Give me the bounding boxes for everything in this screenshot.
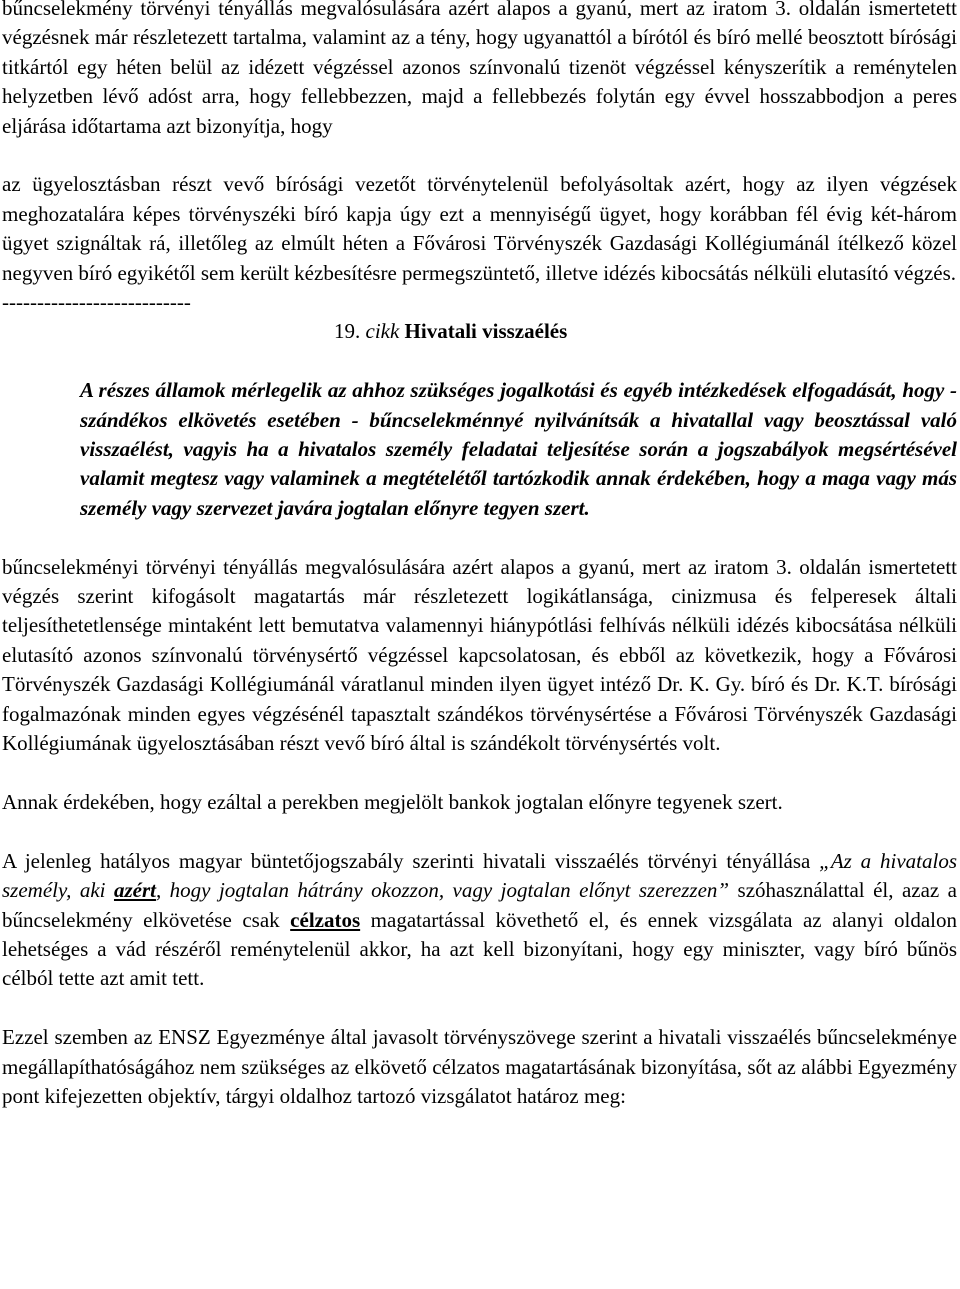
article-number: 19. [334, 319, 361, 344]
paragraph-1: bűncselekmény törvényi tényállás megvalósulására azért alapos a gyanú, mert az iratom 3. oldalán ismertetett végzésnek már részletezett tartalma, valamint az a tény, hogy ugyanattól a bírótól és bíró mellé beosztott bírósági titkártól egy héten belül az idézett végzéssel azonos színvonalú tizenöt végzéssel kényszerítik a reménytelen helyzetben lévő adóst arra, hogy fellebbezzen, majd a fellebbezés folytán egy évvel hosszabbodjon a peres eljárása időtartama azt bizonyítja, hogy [2, 0, 957, 138]
paragraph-5-quote-end: , hogy jogtalan hátrány okozzon, vagy jogtalan előnyt szerezzen” [155, 878, 730, 903]
article-quote [80, 376, 957, 523]
emphasis-celzatos: célzatos [290, 907, 361, 932]
article-title: Hivatali visszaélés [404, 319, 568, 344]
article-word: cikk [365, 319, 400, 344]
paragraph-5-part-a: A jelenleg hatályos magyar büntetőjogszabály szerinti hivatali visszaélés törvényi tényállása [2, 848, 820, 873]
paragraph-6: Ezzel szemben az ENSZ Egyezménye által javasolt törvényszövege szerint a hivatali visszaélés bűncselekménye megállapíthatóságához nem szükséges az elkövető célzatos magatartásának bizonyítása, sőt az alábbi Egyezmény pont kifejezetten objektív, tárgyi oldalhoz tartozó vizsgálatot határoz meg: [2, 1025, 957, 1108]
document-page [2, 0, 957, 1111]
paragraph-5-quote-start: „Az a hivatalos személy, aki [2, 848, 957, 903]
article-heading [2, 317, 957, 346]
paragraph-5 [2, 847, 957, 994]
separator-line: --------------------------- [2, 290, 191, 315]
paragraph-3: bűncselekményi törvényi tényállás megvalósulására azért alapos a gyanú, mert az iratom 3. oldalán ismertetett végzés szerint kifogásolt magatartás már részletezett logikátlansága, cinizmusa és felperesek általi teljesíthetetlensége mintaként lett bemutatva valamennyi hiánypótlási felhívás nélküli idézés kibocsátása nélküli elutasító azonos színvonalú törvénysértő végzéssel kapcsolatosan, és ebből az következik, hogy a Fővárosi Törvényszék Gazdasági Kollégiumánál váratlanul minden ilyen ügyet intéző Dr. K. Gy. bíró és Dr. K.T. bírósági fogalmazónak minden egyes végzésénél tapasztalt szándékos törvénysértése a Fővárosi Törvényszék Gazdasági Kollégiumának ügyelosztásában részt vevő bíró által is szándékolt törvénysértés volt. [2, 554, 957, 756]
paragraph-2: az ügyelosztásban részt vevő bírósági vezetőt törvénytelenül befolyásoltak azért, hogy az ilyen végzések meghozatalára képes törvényszéki bíró kapja úgy ezt a mennyiségű ügyet, hogy korábban fél évig két-három ügyet szignáltak rá, illetőleg az elmúlt héten a Fővárosi Törvényszék Gazdasági Kollégiumánál ítélkező közel negyven bíró egyikétől sem került kézbesítésre permegszüntető, illetve idézés kibocsátás nélküli elutasító végzés. [2, 172, 957, 285]
paragraph-5-part-e: szóhasználattal él, azaz a bűncselekmény elkövetése csak [2, 878, 957, 932]
paragraph-5-part-g: magatartással követhető el, és ennek vizsgálata az alanyi oldalon lehetséges a vád részéről reménytelenül akkor, ha azt kell bizonyítani, hogy egy miniszter, vagy bíró bűnös célból tette azt amit tett. [2, 907, 957, 991]
article-quote-text: A részes államok mérlegelik az ahhoz szükséges jogalkotási és egyéb intézkedések elfogadását, hogy - szándékos elkövetés esetében - bűncselekménnyé nyilvánítsák a hivatallal vagy beosztással való visszaélést, vagyis ha a hivatalos személy feladatai teljesítése során a jogszabályok megsértésével valamit megtesz vagy valaminek a megtételétől tartózkodik annak érdekében, hogy a maga vagy más személy vagy szervezet javára jogtalan előnyre tegyen szert. [80, 378, 957, 520]
paragraph-4: Annak érdekében, hogy ezáltal a perekben megjelölt bankok jogtalan előnyre tegyenek szert. [2, 789, 783, 814]
emphasis-azert: azért [113, 878, 156, 903]
